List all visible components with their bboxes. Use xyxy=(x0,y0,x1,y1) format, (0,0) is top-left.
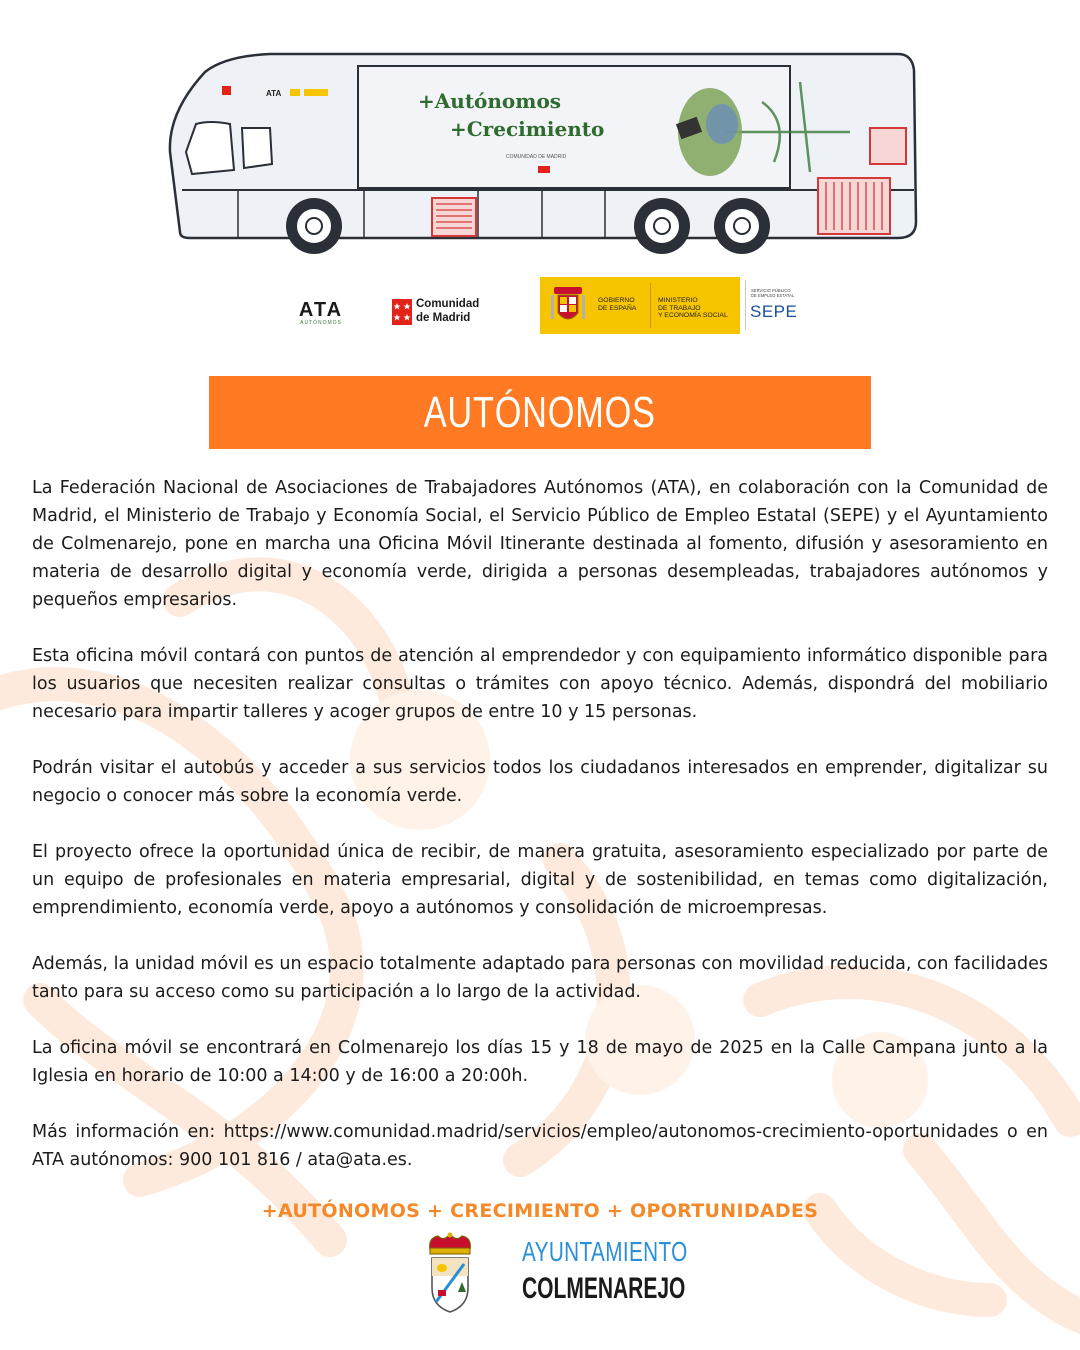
sepe-logo xyxy=(745,280,799,330)
paragraph-more-info: Más información en: https://www.comunidad.madrid/servicios/empleo/autonomos-crecimiento-oportunidades o en ATA autónomos: 900 101 816 / ata@ata.es. xyxy=(32,1122,1048,1170)
cm-line1: Comunidad xyxy=(416,298,480,310)
ata-logo-sub: AUTÓNOMOS xyxy=(300,320,342,326)
bus-subline: COMUNIDAD DE MADRID xyxy=(506,154,567,160)
ayuntamiento-logo xyxy=(422,1232,688,1314)
sepe-word: SEPE xyxy=(750,302,798,321)
title-banner xyxy=(209,376,871,449)
sepe-small-line1: SERVICIO PÚBLICO xyxy=(751,288,791,293)
body-text xyxy=(32,474,1048,1202)
ata-logo xyxy=(292,300,350,324)
bus-headline-2: +Crecimiento xyxy=(450,117,605,141)
gob-separator xyxy=(650,283,651,328)
paragraph-intro: La Federación Nacional de Asociaciones de Trabajadores Autónomos (ATA), en colaboración con la Comunidad de Madrid, el Ministerio de Trabajo y Economía Social, el Servicio Público de Empleo Estatal (SEPE) y el Ayuntamiento de Colmenarejo, pone en marcha una Oficina Móvil Itinerante destinada al fomento, difusión y asesoramiento en materia de desarrollo digital y economía verde, dirigida a personas desempleadas, trabajadores autónomos y pequeños empresarios. xyxy=(32,478,1048,610)
bus-svg xyxy=(150,42,930,257)
paragraph-schedule: La oficina móvil se encontrará en Colmenarejo los días 15 y 18 de mayo de 2025 en la Calle Campana junto a la Iglesia en horario de 10:00 a 14:00 y de 16:00 a 20:00h. xyxy=(32,1038,1048,1086)
comunidad-madrid-logo xyxy=(392,297,482,327)
gob-line1: GOBIERNO xyxy=(598,297,635,304)
bus-headline-1: +Autónomos xyxy=(418,89,562,113)
paragraph-accessibility: Además, la unidad móvil es un espacio totalmente adaptado para personas con movilidad reducida, con facilidades tanto para su acceso como su participación a lo largo de la actividad. xyxy=(32,954,1048,1002)
gob-line2: DE ESPAÑA xyxy=(598,304,637,312)
paragraph-visit: Podrán visitar el autobús y acceder a sus servicios todos los ciudadanos interesados en emprender, digitalizar su negocio o conocer más sobre la economía verde. xyxy=(32,758,1048,806)
ayuntamiento-line1: AYUNTAMIENTO xyxy=(522,1236,688,1267)
ayuntamiento-line2: COLMENAREJO xyxy=(522,1272,686,1305)
slogan: +AUTÓNOMOS + CRECIMIENTO + OPORTUNIDADES xyxy=(261,1200,819,1222)
min-line3: Y ECONOMÍA SOCIAL xyxy=(658,312,728,319)
ata-logo-word: ATA xyxy=(298,299,344,321)
bus-illustration xyxy=(150,42,930,257)
cm-line2: de Madrid xyxy=(416,312,471,324)
sepe-small-line2: DE EMPLEO ESTATAL xyxy=(751,293,795,298)
madrid-flag-icon xyxy=(392,299,412,325)
colmenarejo-crest-icon xyxy=(422,1232,478,1314)
spain-shield-icon xyxy=(550,285,586,327)
bus-mini-ata: ATA xyxy=(266,89,282,98)
paragraph-project: El proyecto ofrece la oportunidad única de recibir, de manera gratuita, asesoramiento especializado por parte de un equipo de profesionales en materia empresarial, digital y de sostenibilidad, en temas como digitalización, emprendimiento, economía verde, apoyo a autónomos y consolidación de microempresas. xyxy=(32,842,1048,918)
banner-title: AUTÓNOMOS xyxy=(423,387,656,437)
paragraph-equipment: Esta oficina móvil contará con puntos de atención al emprendedor y con equipamiento informático disponible para los usuarios que necesiten realizar consultas o trámites con apoyo técnico. Además, dispondrá del mobiliario necesario para impartir talleres y acoger grupos de entre 10 y 15 personas. xyxy=(32,646,1048,722)
partner-logos xyxy=(280,272,800,338)
gobierno-espana-logo xyxy=(540,277,740,334)
min-line1: MINISTERIO xyxy=(658,297,698,304)
min-line2: DE TRABAJO xyxy=(658,304,701,312)
